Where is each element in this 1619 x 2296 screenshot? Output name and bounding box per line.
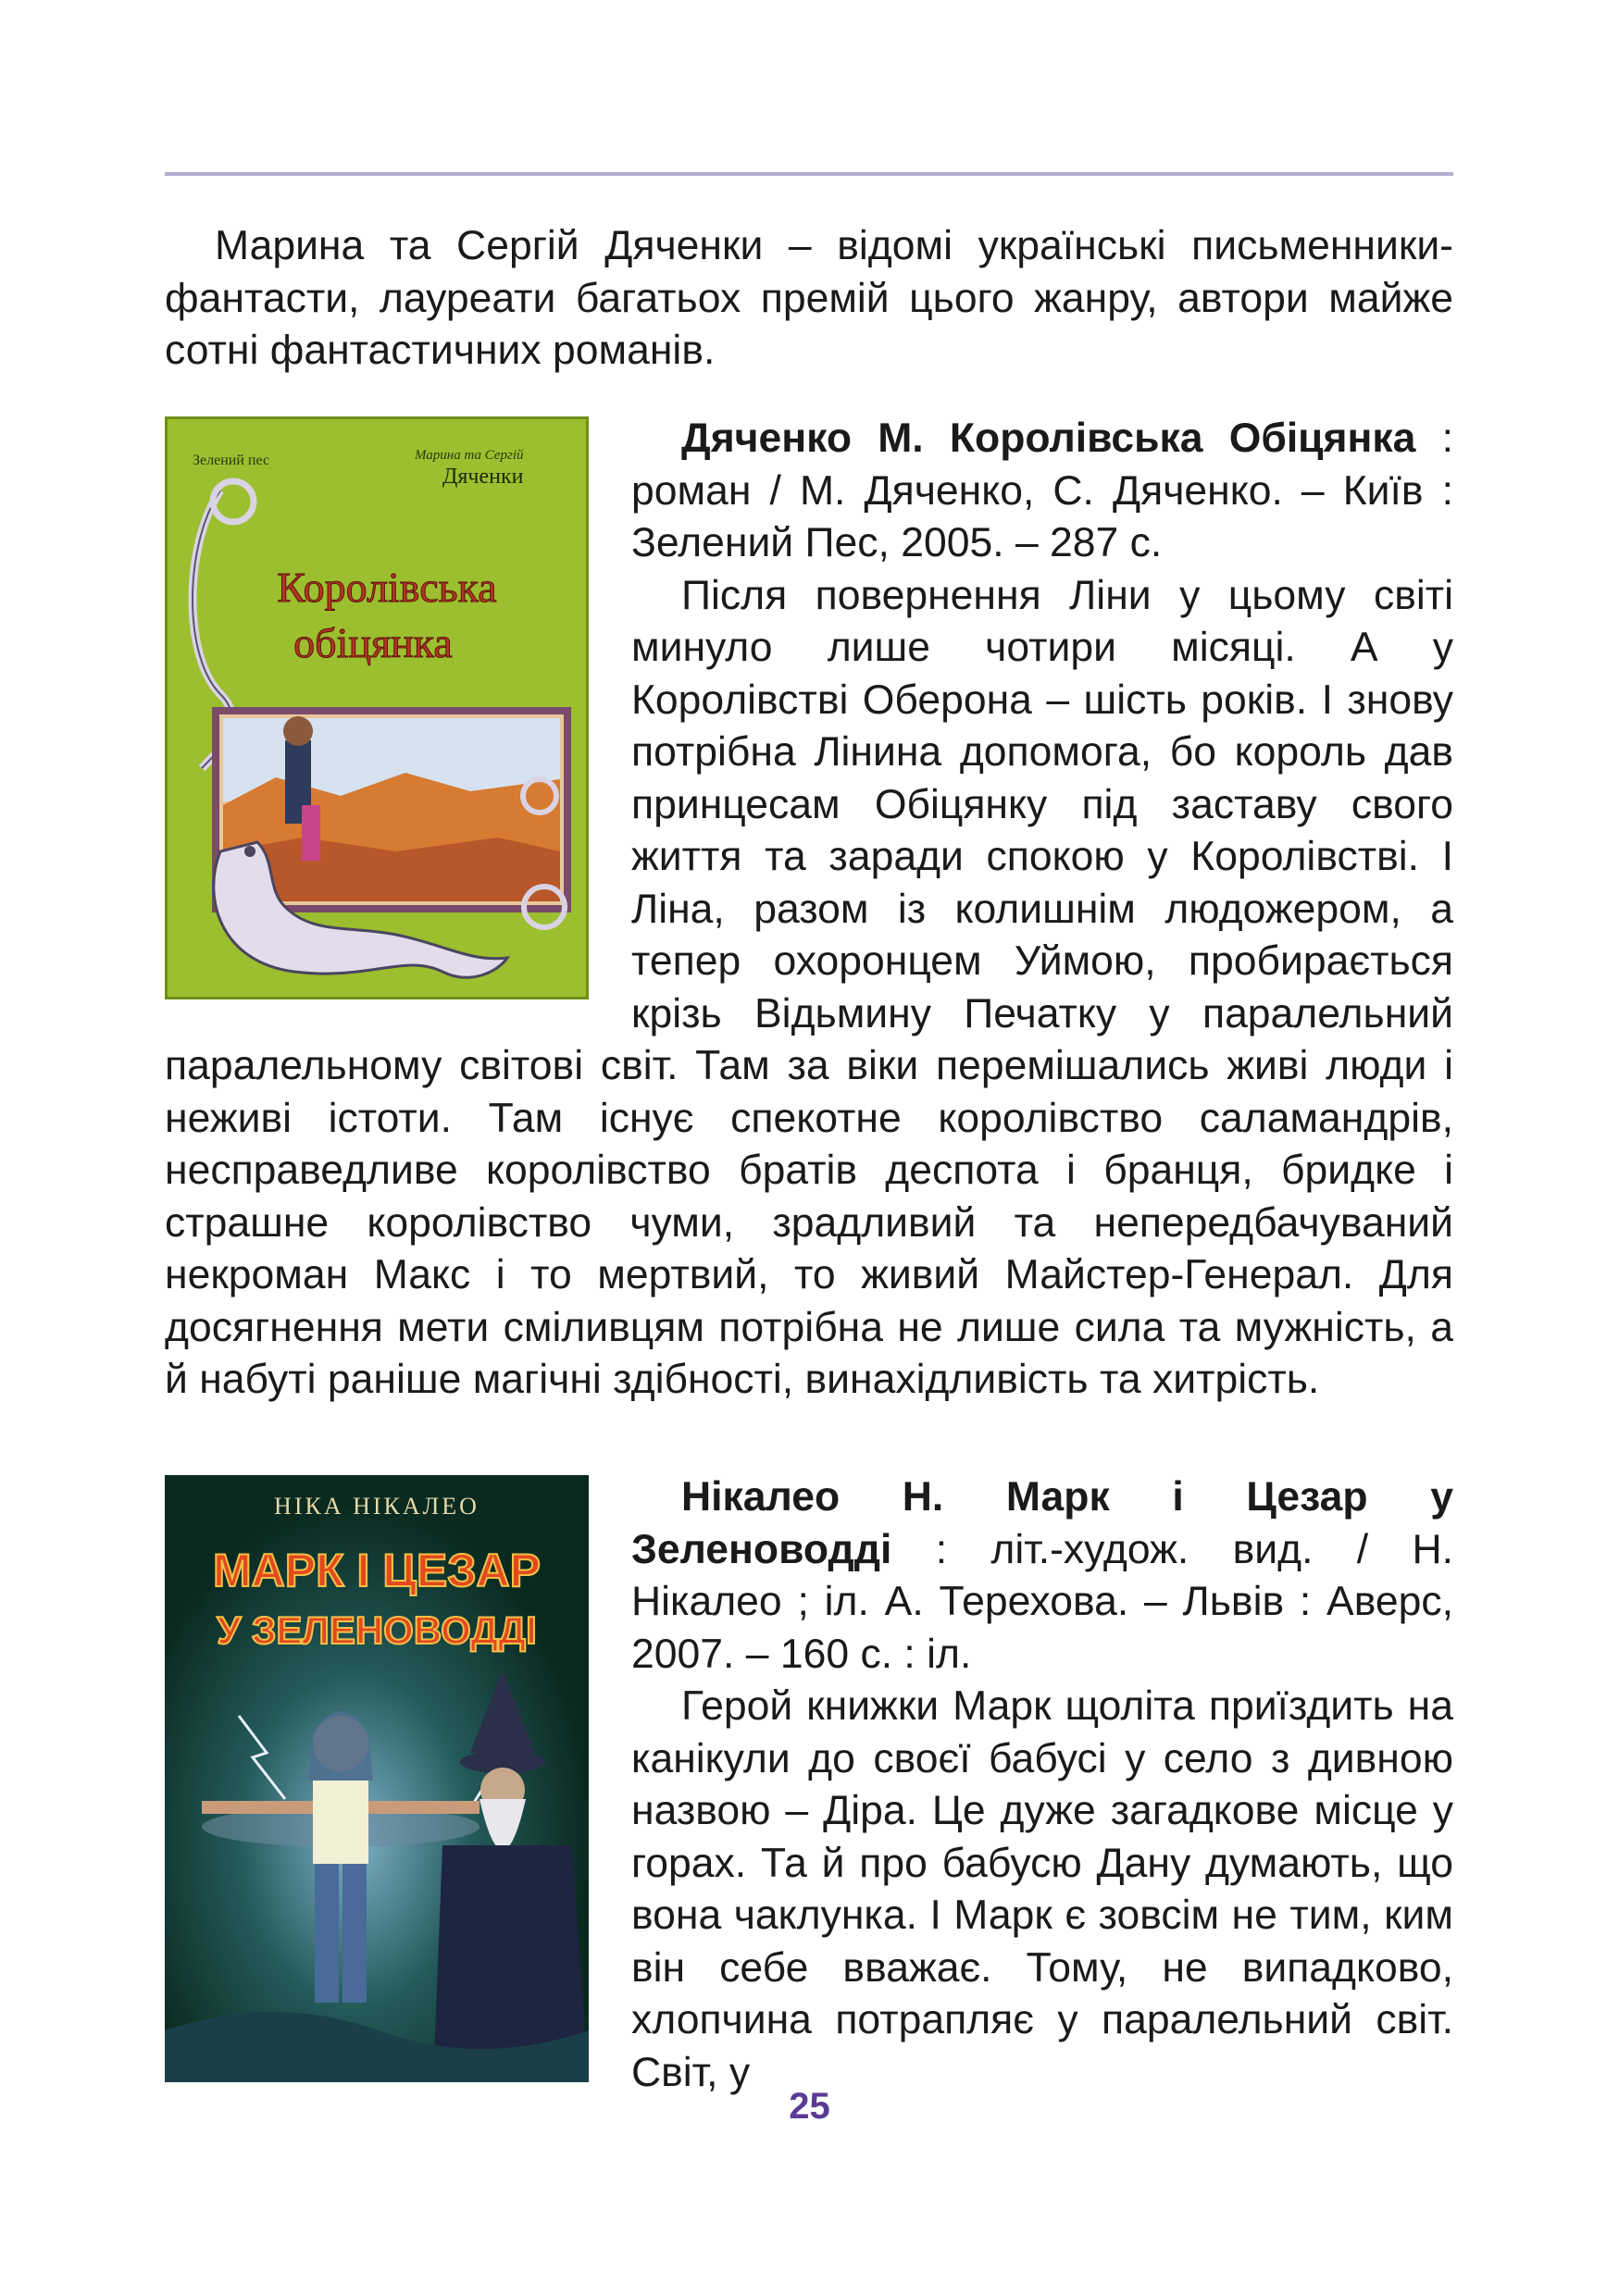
cover-art-2 [165,1475,589,2082]
cover-authors-small: Марина та Сергій [415,448,524,463]
cover-title-line1: Королівська [277,564,497,611]
book-entry-2 [165,1471,1453,2099]
cover-art-1 [165,416,589,999]
cover-author-2: НІКА НІКАЛЕО [274,1493,479,1520]
cover-title-line2: обіцянка [293,619,453,666]
intro-paragraph: Марина та Сергій Дяченки – відомі українські письменники-фантасти, лауреати багатьох премій цього жанру, автори майже сотні фантастичних романів. [165,223,1453,373]
book-cover-1 [165,416,589,999]
book-description-1: Після повернення Ліни у цьому світі минуло лише чотири місяці. А у Королівстві Оберона – шість років. І знову потрібна Лінина допомога, бо король дав принцесам Обіцянку під заставу свого життя та заради спокою у Королівстві. І Ліна, разом із колишнім людожером, а тепер охоронцем Уймою, пробирається крізь Відьмину Печатку у паралельний паралельному світові світ. Там за віки перемішались живі люди і неживі істоти. Там існує спекотне королівство саламандрів, несправедливе королівство братів деспота і бранця, бридке і страшне королівство чуми, зрадливий та непередбачуваний некроман Макс і то мертвий, то живий Майстер-Генерал. Для досягнення мети сміливцям потрібна не лише сила та мужність, а й набуті раніше магічні здібності, винахідливість та хитрість. [165,572,1453,1402]
book-citation-2: : літ.-худож. вид. / Н. Нікалео ; іл. А. Терехова. – Львів : Аверс, 2007. – 160 с. : іл. [631,1526,1453,1677]
cover-title-2-line1: МАРК І ЦЕЗАР [213,1545,541,1596]
cover-author: Дяченки [442,465,524,489]
book-entry-1 [165,413,1453,1407]
book-title-2: Нікалео Н. Марк і Цезар у Зеленоводді [631,1474,1453,1572]
cover-title-2-line2: У ЗЕЛЕНОВОДДІ [217,1608,537,1652]
book-cover-2 [165,1475,589,2082]
cover-series-label: Зелений пес [193,453,270,468]
header-rule [165,172,1453,176]
book-description-2: Герой книжки Марк щоліта приїздить на канікули до своєї бабусі у село з дивною назвою – Діра. Це дуже загадкове місце у горах. Та й про бабусю Дану думають, що вона чаклунка. І Марк є зовсім не тим, ким він себе вважає. Тому, не випадково, хлопчина потрапляє у паралельний світ. Світ, у [631,1683,1453,2095]
page-number: 25 [789,2086,830,2127]
book-citation-1: : роман / М. Дяченко, С. Дяченко. – Київ : Зелений Пес, 2005. – 287 с. [631,416,1453,565]
book-title-1: Дяченко М. Королівська Обіцянка [681,416,1416,461]
